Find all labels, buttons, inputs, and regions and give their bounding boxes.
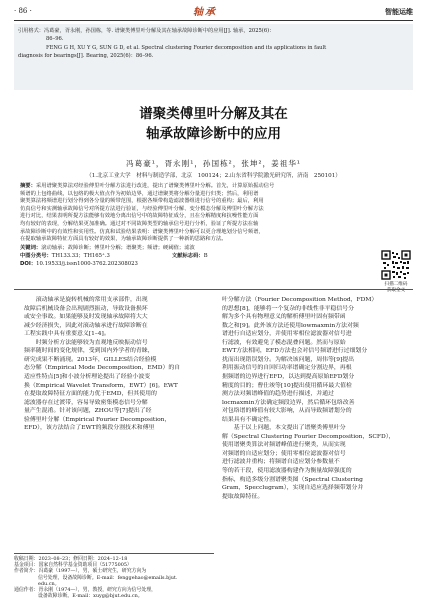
body-text: EWT方法相同，EFD方法也会对信号频谱进行过细划分 — [222, 348, 368, 355]
qr-caption-line: 扫描二维码 — [384, 282, 408, 287]
body-text: 态分解（Empirical Mode Decomposition，EMD）的自 — [24, 365, 181, 372]
body-text: 指标，构造多级分割谱聚类图（Spectral Clustering — [222, 476, 363, 483]
body-text: 研究成果不断涌现。2013年，GILLES结合经验模 — [24, 356, 157, 363]
body-text: 基于以上问题，本文提出了谱聚类傅里叶分 — [222, 425, 346, 432]
footnote-corresponding: 设备故障诊断。E-mail：xuyg@bjut.edu.cn。 — [38, 593, 143, 600]
header-rule — [14, 20, 413, 21]
abstract-text: 进行对比，结果表明所提方法能够有效地分离出信号中的故障特征成分，且在分解精度和抗噪性能方面 — [20, 213, 259, 220]
page-number: · 86 · — [14, 7, 32, 15]
abstract-text: 频谱的上包络曲线，以包络的极大值点作为初始边界，通过谱聚类将分解分量进行归类；然后，利用谱 — [20, 190, 259, 197]
abstract-text: 均有较好的表现，分解结果更加准确。通过对不同故障类型的轴承信号进行分析，验证了所提方法在轴 — [20, 221, 259, 227]
body-text: 适应性特点[5]和小波分析理论提出了经验小波变 — [24, 373, 151, 380]
citation-line: 86–96. — [46, 36, 64, 42]
body-text: 利用振动信号的自回归功率谱确定分割边界，再根 — [222, 365, 352, 372]
body-text: 换（Empirical Wavelet Transform，EWT）[6]。EWT — [24, 382, 178, 389]
body-text: 对包络谱的峰值有较大影响，从而导致频谱划分的 — [222, 408, 352, 415]
body-text: 故障后机械设备会出现剧烈振动，导致设备损坏 — [24, 305, 148, 312]
qr-caption — [375, 282, 417, 293]
footnote-fund: 基金项目：国家自然科学基金资助项目（51775005） — [14, 562, 132, 569]
doc-code-label: 文献标志码： — [171, 253, 204, 259]
authors: 冯葛豪¹，胥永刚¹，孙国栋²，张坤²，姜祖华¹ — [126, 159, 301, 168]
body-text: Gram，Specclugram），实现自适应选择频带划分并 — [222, 485, 364, 492]
body-text: 工程实践中具有重要意义[1–4]。 — [24, 331, 110, 338]
clc-label: 中图分类号： — [20, 253, 52, 259]
citation-box — [14, 24, 413, 90]
footnotes — [14, 556, 219, 602]
abstract-text: 仿真信号和实测轴承故障信号对所提方法进行验证，与经验傅里叶分解、变分模态分解及傅里叶分解方法 — [20, 205, 264, 212]
body-text: 滤波器存在过渡带，容易导致密集模态信号分解 — [24, 399, 148, 406]
body-text: 的思想[8]，能够将一个复杂的非线性非平稳信号分 — [222, 305, 355, 312]
abstract-text: 承故障诊断中的有效性和实用性。仿真和试验结果表明：谱聚类傅里叶分解可以更合理地划分信号频谱， — [20, 228, 264, 235]
body-text: 提取故障特征。 — [222, 493, 264, 500]
footnote-corresponding: 通信作者：胥永刚（1974—），男，教授，研究方向为信号处理， — [14, 587, 157, 593]
body-text: 结果具有不确定性。 — [222, 416, 276, 423]
body-text: 滚动轴承是旋转机械的常用支承部件，出现 — [24, 297, 148, 303]
article-title-line-2: 轴承故障诊断中的应用 — [146, 126, 281, 142]
section-name: 智能运维 — [385, 8, 413, 16]
body-text: 行滤波，有效避免了模态混叠问题。然而与原始 — [222, 339, 346, 346]
footnote-rule — [14, 553, 214, 554]
citation-line: 引用格式：冯葛豪，胥永刚，孙国栋，等. 谱聚类傅里叶分解及其在轴承故障诊断中的应用[J]. 轴承，2025(6)： — [18, 28, 275, 34]
abstract-label: 摘要： — [20, 183, 36, 189]
qr-code — [381, 250, 411, 280]
body-text: 数之和[9]。此外该方法还使用lowmaxmin方法对频 — [222, 322, 359, 329]
body-text: 谱进行自适应划分，并使用零相位滤波器对信号进 — [222, 331, 352, 338]
footnote-author: 作者简介：冯葛豪（1997—），男，硕士研究生，研究方向为 — [14, 568, 147, 575]
journal-logo: 轴承 — [193, 7, 217, 18]
body-text: 减少经济损失，因此对滚动轴承进行故障诊断在 — [24, 322, 148, 329]
body-text: 量产生混淆。针对该问题，ZHOU等[7]提出了经 — [24, 408, 152, 415]
body-text: 测方法对频谱峰值的趋势进行描述，并通过 — [222, 391, 334, 398]
citation-line: FENG G H, XU Y G, SUN G D, et al. Spectral clustering Fourier decomposition and its applications in fault — [46, 45, 327, 51]
doi-label: DOI： — [20, 261, 37, 267]
body-text: 时频分析方法能够较为直观地反映振动信号 — [24, 339, 148, 346]
body-text: 在提取故障特征方面的能力优于EMD，但其使用的 — [24, 391, 157, 398]
body-text: 验傅里叶分解（Empirical Fourier Decomposition， — [24, 416, 171, 423]
body-text: 等的若干段，使用滤波器构建作为衡量故障强度的 — [222, 468, 352, 474]
abstract-divider — [14, 289, 413, 290]
article-title-line-1: 谱聚类傅里叶分解及其在 — [139, 106, 288, 122]
body-text: 据频谱的边界进行EFD，以达到提高原始EFD划分 — [222, 373, 355, 380]
footnote-received: 收稿日期：2023–08–23；修回日期：2024–12–18 — [14, 556, 128, 562]
body-text: 叶分解方法（Fourier Decomposition Method，FDM） — [222, 297, 378, 303]
body-text: 或安全事故。如果能够及时发现轴承故障将大大 — [24, 314, 148, 321]
body-text: locmaxmin方法确定频段边界，然后循环包络改善 — [222, 399, 355, 406]
doi: 10.19533/j.issn1000-3762.202308023 — [36, 261, 138, 267]
keywords: 滚动轴承；故障诊断；傅里叶分解；谱聚类；频谱；硬阈值；滤波 — [41, 245, 195, 251]
citation-line: diagnosis for bearings[J]. Bearing, 2025(6)：86–96. — [18, 53, 154, 59]
body-text: 对频谱的自适应划分；使用零相位滤波器对信号 — [222, 450, 346, 457]
footnote-author: edu.cn。 — [38, 580, 60, 587]
body-text: 频率随时间的变化规律，受到国内外学者的青睐， — [24, 348, 154, 355]
body-text: EFD），该方法结合了EWT的频段分割技术和傅里 — [24, 425, 155, 432]
body-column-right — [222, 296, 414, 506]
doc-code: B — [203, 253, 208, 259]
body-text: 解（Spectral Clustering Fourier Decomposition，SCFD）， — [222, 433, 395, 440]
body-text: 进行滤波并重构；将频谱自适应划分参数量不 — [222, 459, 340, 466]
affiliation: （1.北京工业大学 材料与制造学部，北京 100124；2.山东省科学院激光研究所，济南 250101） — [86, 173, 341, 179]
body-text: 解为多个具有物理意义的解析傅里叶固有频带函 — [222, 314, 346, 321]
abstract-text: 聚类算法将频谱进行划分得到各分量的频带范围，根据各频带构造滤波器组进行信号的重构；最后，利用 — [20, 198, 264, 205]
abstract-text: 采用谱聚类算法对经验傅里叶分解方法进行改进，提出了谱聚类傅里叶分解。首先，计算原始振动信号 — [35, 183, 275, 189]
body-column-left — [24, 296, 216, 436]
body-text: 精度的目的；曹仕竣等[10]提出使用循环最大值检 — [222, 382, 352, 389]
qr-caption-line: 获取全文 — [386, 287, 406, 293]
abstract — [20, 183, 380, 288]
keywords-label: 关键词： — [20, 245, 42, 251]
footnote-author: 信号处理，设备故障诊断。E-mail：fenggehao@emails.bjut. — [38, 574, 178, 581]
abstract-text: 在提取轴承故障特征方面具有较好的效果，为轴承故障诊断提供了一种新的思路和方法。 — [20, 236, 227, 243]
clc-number: TH133.33；TH165⁺.3 — [51, 253, 110, 259]
body-text: 扰而出现错误划分。为解决该问题，周伟等[9]提出 — [222, 356, 355, 363]
body-text: 使用谱聚类算法对频谱峰值进行聚类，从而实现 — [222, 442, 346, 449]
